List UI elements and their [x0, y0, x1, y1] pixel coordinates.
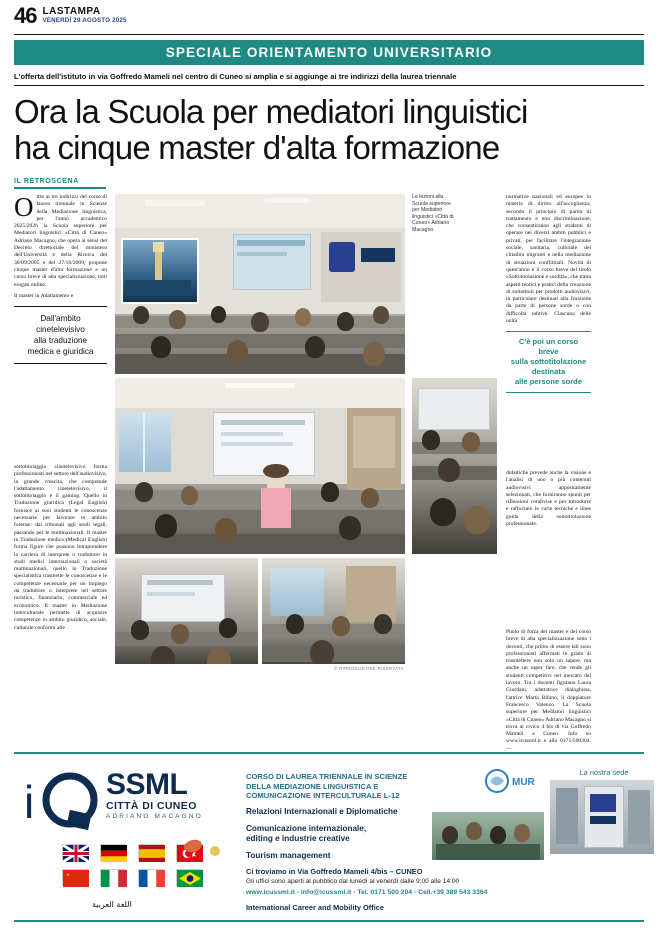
- photo-lecture-room-wide: [115, 378, 405, 554]
- ssml-wordmark: [106, 770, 203, 821]
- svg-text:i: i: [24, 776, 35, 828]
- flag-uk-icon: [62, 844, 88, 861]
- flag-italy-icon: [100, 869, 126, 886]
- course-title-line: COMUNICAZIONE INTERCULTURALE L-12: [246, 791, 400, 801]
- pull-quote-line: sulla sottotitolazione: [510, 357, 587, 367]
- article-body: [14, 192, 644, 752]
- advert-contacts[interactable]: www.icussml.it - info@icussml.it - Tel. 0171 500 204 - Cell.+39 389 543 3364: [246, 889, 488, 896]
- masthead-rule: [14, 34, 644, 35]
- photo-credit: © RIPRODUZIONE RISERVATA: [334, 666, 404, 671]
- page-number: 46: [14, 3, 37, 28]
- photo-classroom-desks: [262, 558, 405, 664]
- svg-text:MUR: MUR: [512, 777, 535, 788]
- ssml-title: SSML: [106, 768, 188, 801]
- mur-logo-icon: [484, 768, 538, 796]
- article-tag: IL RETROSCENA: [14, 178, 106, 189]
- paragraph: didattiche prevede anche la visione e l'analisi di uno o più contenuti audiovisivi appositamente selezionati, che forniranno spunti per riflessioni condivise e per introdurre e rafforzare le varie tecniche e linee guida della sottotitolazione professionale.: [506, 470, 591, 528]
- photo-building-entrance: [550, 780, 654, 854]
- kicker: L'offerta dell'istituto in via Goffredo Mameli nel centro di Cuneo si amplia e si aggiunge ai tre indirizzi della laurea triennale: [14, 72, 644, 86]
- headline-line-1: Ora la Scuola per mediatori linguistici: [14, 93, 528, 130]
- photo-students-seminar: [115, 558, 258, 664]
- advert-office: International Career and Mobility Office: [246, 903, 384, 912]
- pull-quote-line: destinata: [531, 367, 566, 377]
- course-item: Tourism management: [246, 850, 331, 860]
- pull-quote-line: C'è poi un corso breve: [518, 337, 579, 357]
- drop-cap: O: [14, 192, 34, 222]
- pull-quote-line: Dall'ambito: [40, 314, 81, 324]
- pull-quote-line: medica e giuridica: [27, 347, 94, 357]
- column-left-top: [14, 194, 107, 370]
- course-item: editing e industrie creative: [246, 833, 350, 843]
- headline-line-2: ha cinque master d'alta formazione: [14, 129, 500, 166]
- pull-quote-line: cinetelevisivo: [36, 325, 85, 335]
- column-right-top: [506, 194, 591, 399]
- course-item: Relazioni Internazionali e Diplomatiche: [246, 806, 398, 816]
- pull-quote-line: alle persone sorde: [514, 377, 583, 387]
- advert-hours: Gli uffici sono aperti al pubblico dal lunedì al venerdì dalle 9:00 alle 14:00: [246, 878, 460, 885]
- column-left-bottom: [14, 464, 107, 636]
- paragraph: Il master in Adattamento e: [14, 292, 74, 299]
- course-title-line: CORSO DI LAUREA TRIENNALE IN SCIENZE: [246, 772, 408, 781]
- arabic-language-label: اللغة العربية: [92, 900, 132, 909]
- column-right-bottom: [506, 629, 591, 757]
- flag-brazil-icon: [176, 869, 202, 886]
- photo-caption: Le lezioni alla Scuola superiore per Mediatori linguistici «Città di Cuneo» Adriano Macagno: [412, 194, 454, 233]
- course-item: Comunicazione internazionale,: [246, 823, 367, 833]
- course-title-line: DELLA MEDIAZIONE LINGUISTICA E: [246, 781, 379, 791]
- flag-spain-icon: [138, 844, 164, 861]
- pull-quote-2: [506, 331, 591, 393]
- paragraph: Punto di forza dei master e del corso breve di alta specializzazione sono i docenti, che primo di essere tali sono professionisti affermati in grado di trasmettere non solo un sapere, ma anche un saper fare, che rende gli studenti competitivi nel mercato del lavoro. Tra i docenti figurano Laura Giordani, adattatrice dialoghista, l'attrice Marta Bifano, il doppiatore Francesco Valenzo. La Scuola superiore per Mediatori linguistici «Città di Cuneo» Adriano Macagno si trova al civico 4 bis di via Goffredo Mameli a Cuneo. Info su www.icussml.it e allo 0171/500204. —: [506, 629, 591, 752]
- advertisement: [14, 752, 644, 922]
- section-band: SPECIALE ORIENTAMENTO UNIVERSITARIO: [14, 40, 644, 65]
- advert-address: Ci troviamo in Via Goffredo Mameli 4/bis – CUNEO: [246, 867, 423, 876]
- flag-germany-icon: [100, 844, 126, 861]
- paragraph: sottotitolaggio cinetelevisivo forma professionisti nel settore dell'audiovisivo, in grande crescita, che comprende l'adattamento cinetelevisivo, il sottotitolaggio e il gaming. Quello in Traduzione giuridica (Legal English) fornisce ai suoi studenti le conoscenze necessarie per lavorare in ambito forense: dai tribunali agli studi legali, passando per le multinazionali. Il master in Traduzione medica (Medical English) forma figure che possono intraprendere la carriera di interprete o traduttore in studi medici internazionali o società multinazionali, quello in Traduzione specialistica trasmette le conoscenze e le competenze necessarie per un impiego da traduttore o interprete nel settore turistico, finanziario, commerciale ed economico. Il master in Mediazione interculturale permette di acquisire competenze in ambito giuridico, sociale, culturale conformi alle: [14, 464, 107, 631]
- paragraph: ltre ai tre indirizzi del corso di laurea triennale in Scienze della Mediazione linguistica, per l'anno accademico 2025/2026 la Scuola superiore per Mediatori linguistici «Città di Cuneo» Adriano Macagno, che opera ai sensi del Decreto direttoriale del ministero dell'Università e della Ricerca del 30/09/2005 e del 27/10/2009, propone cinque master d'alta formazione e un corso breve di alta specializzazione, tutti erogati online.: [14, 194, 107, 288]
- sede-label: La nostra sede: [579, 768, 629, 777]
- flag-china-icon: [62, 869, 88, 886]
- paragraph: normative nazionali ed europee in materia di diritto all'accoglienza, secondo il principio di parità di trattamento e non discriminazione, che consentiranno agli studenti di operare nei diversi ambiti pubblici e privati, per facilitare l'integrazione sociale, sanitaria, culturale dei cittadini migranti e nella mediazione di situazioni conflittuali. Novità di quest'anno è il corso breve del titolo «Sottotitolazione e sordità», che tratta aspetti teorici e pratici della creazione di sottotitoli per prodotti audiovisivi, in particolare destinati alla fruizione da parte di persone sorde o con difficoltà uditive. Ciascuna delle unità: [506, 194, 591, 325]
- paper-name: LASTAMPA: [42, 6, 101, 17]
- ssml-subtitle-2: ADRIANO MACAGNO: [106, 813, 203, 820]
- column-right-mid: [506, 470, 591, 532]
- advert-footer: [246, 866, 576, 914]
- pull-quote-line: alla traduzione: [33, 336, 88, 346]
- pull-quote-1: [14, 306, 107, 364]
- issue-date: VENERDÌ 29 AGOSTO 2025: [42, 17, 127, 24]
- masthead: [14, 0, 644, 32]
- ssml-subtitle: CITTÀ DI CUNEO: [106, 800, 197, 812]
- flag-france-icon: [138, 869, 164, 886]
- photo-students-group: [432, 812, 544, 860]
- photo-students-listening: [412, 378, 497, 554]
- photo-classroom-lecture: [115, 194, 405, 374]
- iq-logo-icon: [24, 768, 102, 830]
- page-title: [14, 94, 644, 166]
